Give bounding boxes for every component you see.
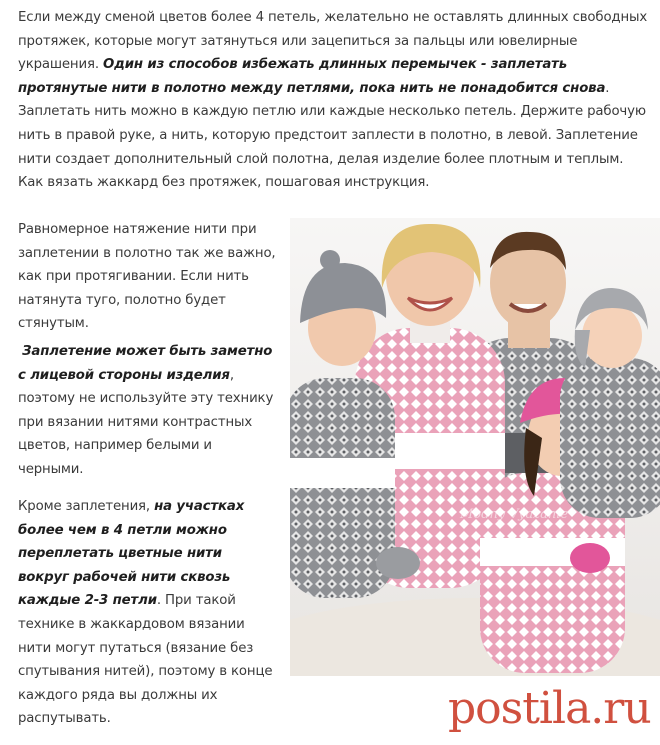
twisting-text-1: Кроме заплетения, xyxy=(18,499,155,514)
twisting-text-2: . При такой технике в жаккардовом вязании нити могут путаться (вязание без спутывания нитей), поэтому в конце каждого ряда вы должны их распутывать. xyxy=(18,593,273,727)
site-logo[interactable] xyxy=(448,682,651,734)
intro-text-1: Если между сменой цветов более 4 петель, желательно не оставлять длинных свободных протяжек, которые могут затянуться или зацепиться за пальцы или ювелирные украшения. xyxy=(18,10,648,73)
visibility-paragraph xyxy=(18,340,280,482)
family-sweaters-photo xyxy=(290,218,660,676)
twisting-paragraph xyxy=(18,495,274,731)
site-logo-text[interactable]: postila.ru xyxy=(448,682,651,734)
intro-emphasis: Один из способов избежать длинных перемычек - заплетать протянутые нити в полотно между петлями, пока нить не понадобится снова xyxy=(18,57,606,96)
intro-paragraph xyxy=(18,6,648,195)
boy-figure xyxy=(290,250,395,598)
tension-text: Равномерное натяжение нити при заплетении в полотно так же важно, как при протягивании. Если нить натянута туго, полотно будет стянутым. xyxy=(18,222,276,332)
tension-paragraph xyxy=(18,218,278,336)
visibility-emphasis: Заплетение может быть заметно с лицевой стороны изделия xyxy=(18,344,273,383)
family-illustration xyxy=(290,218,660,676)
photo-watermark: Modny Vyazanie xyxy=(460,507,569,522)
visibility-text: , поэтому не используйте эту технику при вязании нитями контрастных цветов, например белыми и черными. xyxy=(18,367,274,477)
twisting-emphasis: на участках более чем в 4 петли можно переплетать цветные нити вокруг рабочей нити сквозь каждые 2-3 петли xyxy=(18,499,245,609)
intro-text-2: . Заплетать нить можно в каждую петлю или каждые несколько петель. Держите рабочую нить в правой руке, а нить, которую предстоит заплести в полотно, в левой. Заплетение нити создает дополнительный слой полотна, делая изделие более плотным и теплым. Как вязать жаккард без протяжек, пошаговая инструкция. xyxy=(18,80,646,191)
grey-mitten xyxy=(376,547,420,579)
